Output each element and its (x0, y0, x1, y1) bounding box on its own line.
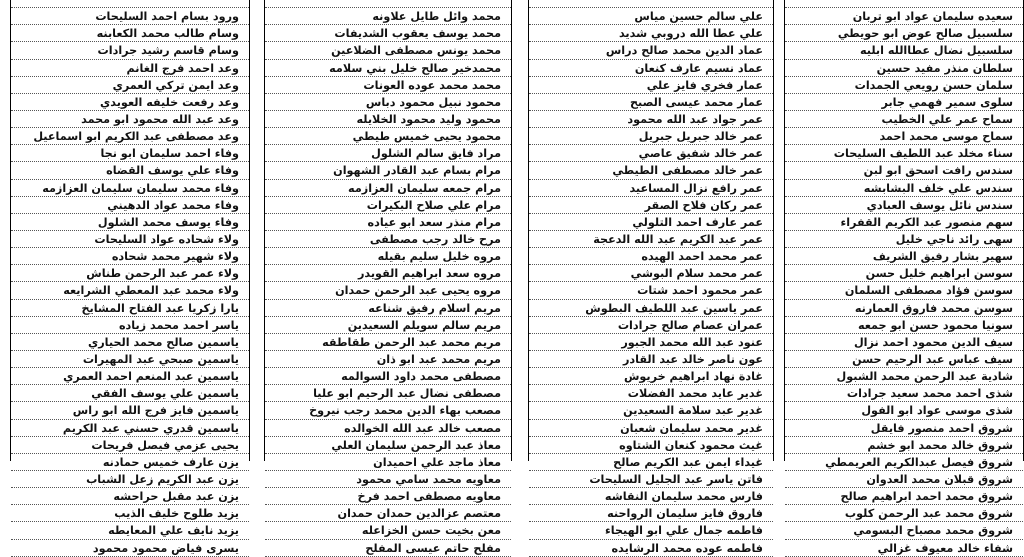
name-cell: عماد الدين محمد صالح دراس (529, 42, 773, 59)
name-cell: محمود يحيى خميس طيطي (265, 128, 511, 145)
name-cell: وعد عبد الله محمود ابو محمد (11, 111, 249, 128)
name-cell: عون ناصر خالد عبد القادر (529, 351, 773, 368)
name-cell: ياسمين فايز فرج الله ابو راس (11, 402, 249, 419)
name-cell: وعد ايمن تركي العمري (11, 77, 249, 94)
name-cell: سهى رائد ناجي خليل (785, 231, 1023, 248)
name-cell: ولاء عمر عبد الرحمن طناش (11, 265, 249, 282)
names-column-2 (528, 0, 774, 555)
name-cell: سناء مخلد عبد اللطيف السليحات (785, 145, 1023, 162)
name-cell: عمار فخري فايز علي (529, 77, 773, 94)
name-cell: شروق محمد احمد ابراهيم صالح (785, 488, 1023, 505)
name-cell: عمر محمود احمد شتات (529, 282, 773, 299)
name-cell: مصعب بهاء الدين محمد رجب نيروخ (265, 402, 511, 419)
name-cell: سلسبيل صالح عوض ابو حويطي (785, 25, 1023, 42)
name-cell: وفاء احمد سليمان ابو نجا (11, 145, 249, 162)
name-cell: سلسبيل نضال عطاالله ابليه (785, 42, 1023, 59)
name-cell: سلمان حسن رويعي الجمدات (785, 77, 1023, 94)
name-cell: سيف الدين محمود احمد نزال (785, 334, 1023, 351)
name-cell: عمر محمد سلام البوشي (529, 265, 773, 282)
name-cell: عنود عبد الله محمد الجبور (529, 334, 773, 351)
name-cell: يزيد طلوح خليف الذيب (11, 505, 249, 522)
name-cell: معاويه محمد سامي محمود (265, 471, 511, 488)
name-cell: شروق خالد محمد ابو خشم (785, 437, 1023, 454)
name-cell: ياسمين عبد المنعم احمد العمري (11, 368, 249, 385)
name-cell: مرح خالد رجب مصطفى (265, 231, 511, 248)
name-cell: مرام منذر سعد ابو عياده (265, 214, 511, 231)
name-cell: سندس نائل يوسف العبادي (785, 197, 1023, 214)
name-cell: فاطمه عوده محمد الرشايده (529, 540, 773, 557)
name-cell: وسام قاسم رشيد جرادات (11, 42, 249, 59)
name-cell: سونيا محمود حسن ابو جمعه (785, 317, 1023, 334)
name-cell: عمران عصام صالح جرادات (529, 317, 773, 334)
name-cell: معاذ عبد الرحمن سليمان العلي (265, 437, 511, 454)
name-cell: شروق قبلان محمد العدوان (785, 471, 1023, 488)
name-cell: محمد وائل طايل علاونه (265, 8, 511, 25)
name-cell: سوسن فؤاد مصطفى السلمان (785, 282, 1023, 299)
name-cell: محمدخير صالح خليل بني سلامه (265, 60, 511, 77)
name-cell: عمر خالد مصطفى الطيطي (529, 162, 773, 179)
name-cell: غدير محمد سليمان شعبان (529, 420, 773, 437)
name-cell: مروه خليل سليم بقيله (265, 248, 511, 265)
name-cell: غدير عايد محمد الفضلات (529, 385, 773, 402)
name-cell: مريم محمد عبد الرحمن طقاطقه (265, 334, 511, 351)
name-cell: عمر خالد جبريل جبريل (529, 128, 773, 145)
name-cell: غادة نهاد ابراهيم خريوش (529, 368, 773, 385)
name-cell: عماد نسيم عارف كنعان (529, 60, 773, 77)
name-cell: محمد يونس مصطفى الضلاعين (265, 42, 511, 59)
name-cell: سيف عباس عبد الرحيم حسن (785, 351, 1023, 368)
name-cell: عمر عبد الكريم عبد الله الدعجة (529, 231, 773, 248)
name-cell: فاروق فايز سليمان الرواحنه (529, 505, 773, 522)
name-cell: مريم سالم سويلم السعيدين (265, 317, 511, 334)
name-cell: سهير بشار رفيق الشريف (785, 248, 1023, 265)
name-cell: عمر ياسين عبد اللطيف البطوش (529, 300, 773, 317)
name-cell: وفاء محمد عواد الدهيني (11, 197, 249, 214)
name-cell: فارس محمد سليمان النقاشه (529, 488, 773, 505)
name-cell: يسرى فياض محمود محمود (11, 540, 249, 557)
name-cell: يحيى عزمي فيصل فريحات (11, 437, 249, 454)
names-column-1 (784, 0, 1024, 555)
name-cell: يزن عارف خميس حمادنه (11, 454, 249, 471)
name-cell: ياسر احمد محمد زياده (11, 317, 249, 334)
name-cell: شذى احمد محمد سعيد جرادات (785, 385, 1023, 402)
name-cell: سوسن محمد فاروق العمارنه (785, 300, 1023, 317)
name-cell: ياسمين قدري حسني عبد الكريم (11, 420, 249, 437)
names-column-3 (264, 0, 512, 555)
name-cell: سندس رافت اسحق ابو لبن (785, 162, 1023, 179)
name-cell: محمود وليد محمود الخلايله (265, 111, 511, 128)
name-cell: علي سالم حسين مياس (529, 8, 773, 25)
name-cell: ياسمين علي يوسف الفقي (11, 385, 249, 402)
name-cell: ولاء محمد عبد المعطي الشرايعه (11, 282, 249, 299)
name-cell: محمد محمد عوده العونات (265, 77, 511, 94)
name-cell (11, 0, 249, 8)
name-cell: ولاء شهير محمد شحاده (11, 248, 249, 265)
name-cell: سندس علي خلف البشابشه (785, 180, 1023, 197)
name-cell: مصطفى نضال عبد الرحيم ابو عليا (265, 385, 511, 402)
name-cell: مرام بسام عبد القادر الشهوان (265, 162, 511, 179)
name-cell: عمر خالد شفيق عاصي (529, 145, 773, 162)
name-cell: عمر جواد عبد الله محمود (529, 111, 773, 128)
name-cell: مروه سعد ابراهيم القويدر (265, 265, 511, 282)
name-cell: غدير عبد سلامة السعيدين (529, 402, 773, 419)
name-cell: شروق محمد عبد الرحمن كلوب (785, 505, 1023, 522)
name-cell: شروق فيصل عبدالكريم العريمطي (785, 454, 1023, 471)
name-cell: مريم محمد عبد ابو ذان (265, 351, 511, 368)
name-cell: مرام جمعه سليمان العزازمه (265, 180, 511, 197)
name-cell: فاتن ياسر عبد الجليل السليحات (529, 471, 773, 488)
name-cell: مراد فايق سالم الشلول (265, 145, 511, 162)
name-cell: مريم اسلام رفيق شناعه (265, 300, 511, 317)
name-cell: معتصم عزالدين حمدان حمدان (265, 505, 511, 522)
name-cell: سلطان منذر مفيد حسين (785, 60, 1023, 77)
name-cell: مرام علي صلاح البكيرات (265, 197, 511, 214)
name-cell: شادية عبد الرحمن محمد الشبول (785, 368, 1023, 385)
name-cell: معن بخيت حسن الخزاعله (265, 522, 511, 539)
name-cell: شروق احمد منصور فايقل (785, 420, 1023, 437)
name-cell: وعد رفعت خليفه العويدي (11, 94, 249, 111)
name-cell: سعيده سليمان عواد ابو تربان (785, 8, 1023, 25)
name-cell (785, 0, 1023, 8)
name-cell: سهم منصور عبد الكريم القفراء (785, 214, 1023, 231)
name-cell: فاطمه جمال علي ابو الهيجاء (529, 522, 773, 539)
name-cell: معاذ ماجد علي احميدان (265, 454, 511, 471)
name-cell: مصعب خالد عبد الله الخوالده (265, 420, 511, 437)
name-cell: سوسن ابراهيم خليل حسن (785, 265, 1023, 282)
name-cell: سلوى سمير فهمي جابر (785, 94, 1023, 111)
name-cell: عمار محمد عيسى الصبح (529, 94, 773, 111)
name-cell: وفاء محمد سليمان سليمان العزازمه (11, 180, 249, 197)
name-cell: يزن عبد الكريم زعل الشباب (11, 471, 249, 488)
name-cell: مفلح حاتم عيسى المفلح (265, 540, 511, 557)
name-cell: يزن عبد مقبل حراحشه (11, 488, 249, 505)
name-cell: يارا زكريا عبد الفتاح المشايخ (11, 300, 249, 317)
name-cell: عمر عارف احمد التلولي (529, 214, 773, 231)
name-cell: عمر رافع نزال المساعيد (529, 180, 773, 197)
name-cell: مصطفى محمد داود السوالمه (265, 368, 511, 385)
name-cell (529, 0, 773, 8)
name-cell: شذى موسى عواد ابو الفول (785, 402, 1023, 419)
name-cell: علي عطا الله دروبي شديد (529, 25, 773, 42)
name-cell: يزيد نايف علي المعايطه (11, 522, 249, 539)
name-cell: ياسمين صالح محمد الحياري (11, 334, 249, 351)
name-cell: وعد احمد فرج الغانم (11, 60, 249, 77)
name-cell: غيداء ايمن عبد الكريم صالح (529, 454, 773, 471)
name-cell: وفاء علي يوسف القضاه (11, 162, 249, 179)
name-cell: مروه يحيى عبد الرحمن حمدان (265, 282, 511, 299)
name-cell: شفاء خالد معيوف غزالي (785, 540, 1023, 557)
name-cell: محمد يوسف يعقوب الشديفات (265, 25, 511, 42)
name-cell: شروق محمد مصباح البسومي (785, 522, 1023, 539)
name-cell: ورود بسام احمد السليحات (11, 8, 249, 25)
name-cell: عمر ركان فلاح الصقر (529, 197, 773, 214)
name-cell: ياسمين صبحي عبد المهيرات (11, 351, 249, 368)
name-cell: وعد مصطفى عبد الكريم ابو اسماعيل (11, 128, 249, 145)
names-column-4 (10, 0, 250, 555)
name-cell: غيث محمود كنعان الشتاوه (529, 437, 773, 454)
name-cell: عمر محمد احمد الهيده (529, 248, 773, 265)
name-cell: وفاء يوسف محمد الشلول (11, 214, 249, 231)
name-cell: سماح عمر علي الخطيب (785, 111, 1023, 128)
name-cell (265, 0, 511, 8)
name-cell: محمود نبيل محمود دباس (265, 94, 511, 111)
name-cell: ولاء شحاده عواد السليحات (11, 231, 249, 248)
name-cell: وسام طالب محمد الكعابنه (11, 25, 249, 42)
name-cell: سماح موسى محمد احمد (785, 128, 1023, 145)
name-cell: معاويه مصطفى احمد فرخ (265, 488, 511, 505)
